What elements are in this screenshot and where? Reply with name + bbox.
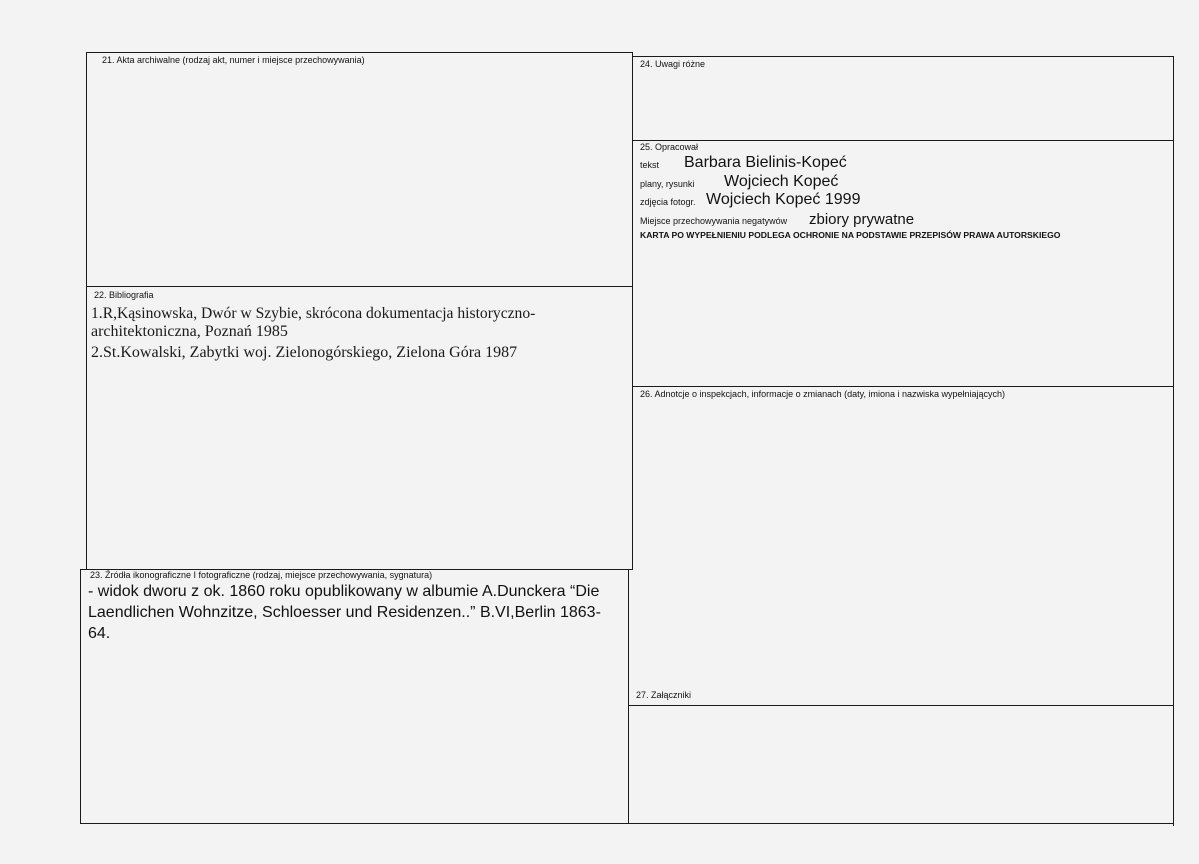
storage-value: zbiory prywatne — [809, 211, 915, 228]
bibliography-entry-1: 1.R,Kąsinowska, Dwór w Szybie, skrócona dokumentacja historyczno- — [91, 305, 536, 322]
column-divider-lower — [628, 570, 629, 824]
author-plans-value: Wojciech Kopeć — [724, 173, 839, 190]
column-divider-upper — [632, 52, 633, 570]
section-23-label: 23. Źródła ikonograficzne I fotograficzne (rodzaj, miejsce przechowywania, sygnatura) — [90, 570, 433, 580]
frame-left-lower — [80, 570, 81, 823]
frame-right — [1173, 56, 1174, 826]
section-24-label: 24. Uwagi różne — [640, 59, 706, 69]
section-25-label: 25. Opracował — [640, 142, 699, 152]
section-21-label: 21. Akta archiwalne (rodzaj akt, numer i miejsce przechowywania) — [102, 55, 365, 65]
author-plans-label: plany, rysunki — [640, 179, 695, 189]
frame-bottom — [80, 823, 1174, 824]
frame-top-left — [86, 52, 632, 53]
author-text-value: Barbara Bielinis-Kopeć — [684, 154, 847, 171]
storage-label: Miejsce przechowywania negatywów — [640, 216, 788, 226]
section-22-label: 22. Bibliografia — [94, 290, 154, 300]
section-26-label: 26. Adnotcje o inspekcjach, informacje o zmianach (daty, imiona i nazwiska wypełniających) — [640, 389, 1006, 399]
divider-24-25 — [632, 140, 1173, 141]
iconography-line-3: 64. — [88, 625, 111, 642]
author-photos-label: zdjęcia fotogr. — [640, 197, 696, 207]
bibliography-entry-2: 2.St.Kowalski, Zabytki woj. Zielonogórskiego, Zielona Góra 1987 — [91, 344, 518, 361]
iconography-line-1: - widok dworu z ok. 1860 roku opublikowany w albumie A.Dunckera “Die — [88, 583, 600, 600]
divider-21-22 — [86, 286, 632, 287]
bibliography-entry-1-cont: architektoniczna, Poznań 1985 — [91, 323, 288, 340]
section-27-label: 27. Załączniki — [636, 690, 692, 700]
divider-26-27 — [628, 705, 1173, 706]
copyright-notice: KARTA PO WYPEŁNIENIU PODLEGA OCHRONIE NA PODSTAWIE PRZEPISÓW PRAWA AUTORSKIEGO — [640, 230, 1061, 240]
author-text-label: tekst — [640, 160, 660, 170]
iconography-line-2: Laendlichen Wohnzitze, Schloesser und Residenzen..” B.VI,Berlin 1863- — [88, 604, 601, 621]
divider-25-26 — [632, 386, 1173, 387]
frame-left-upper — [86, 52, 87, 570]
frame-top-right — [632, 56, 1173, 57]
author-photos-value: Wojciech Kopeć 1999 — [706, 191, 861, 208]
